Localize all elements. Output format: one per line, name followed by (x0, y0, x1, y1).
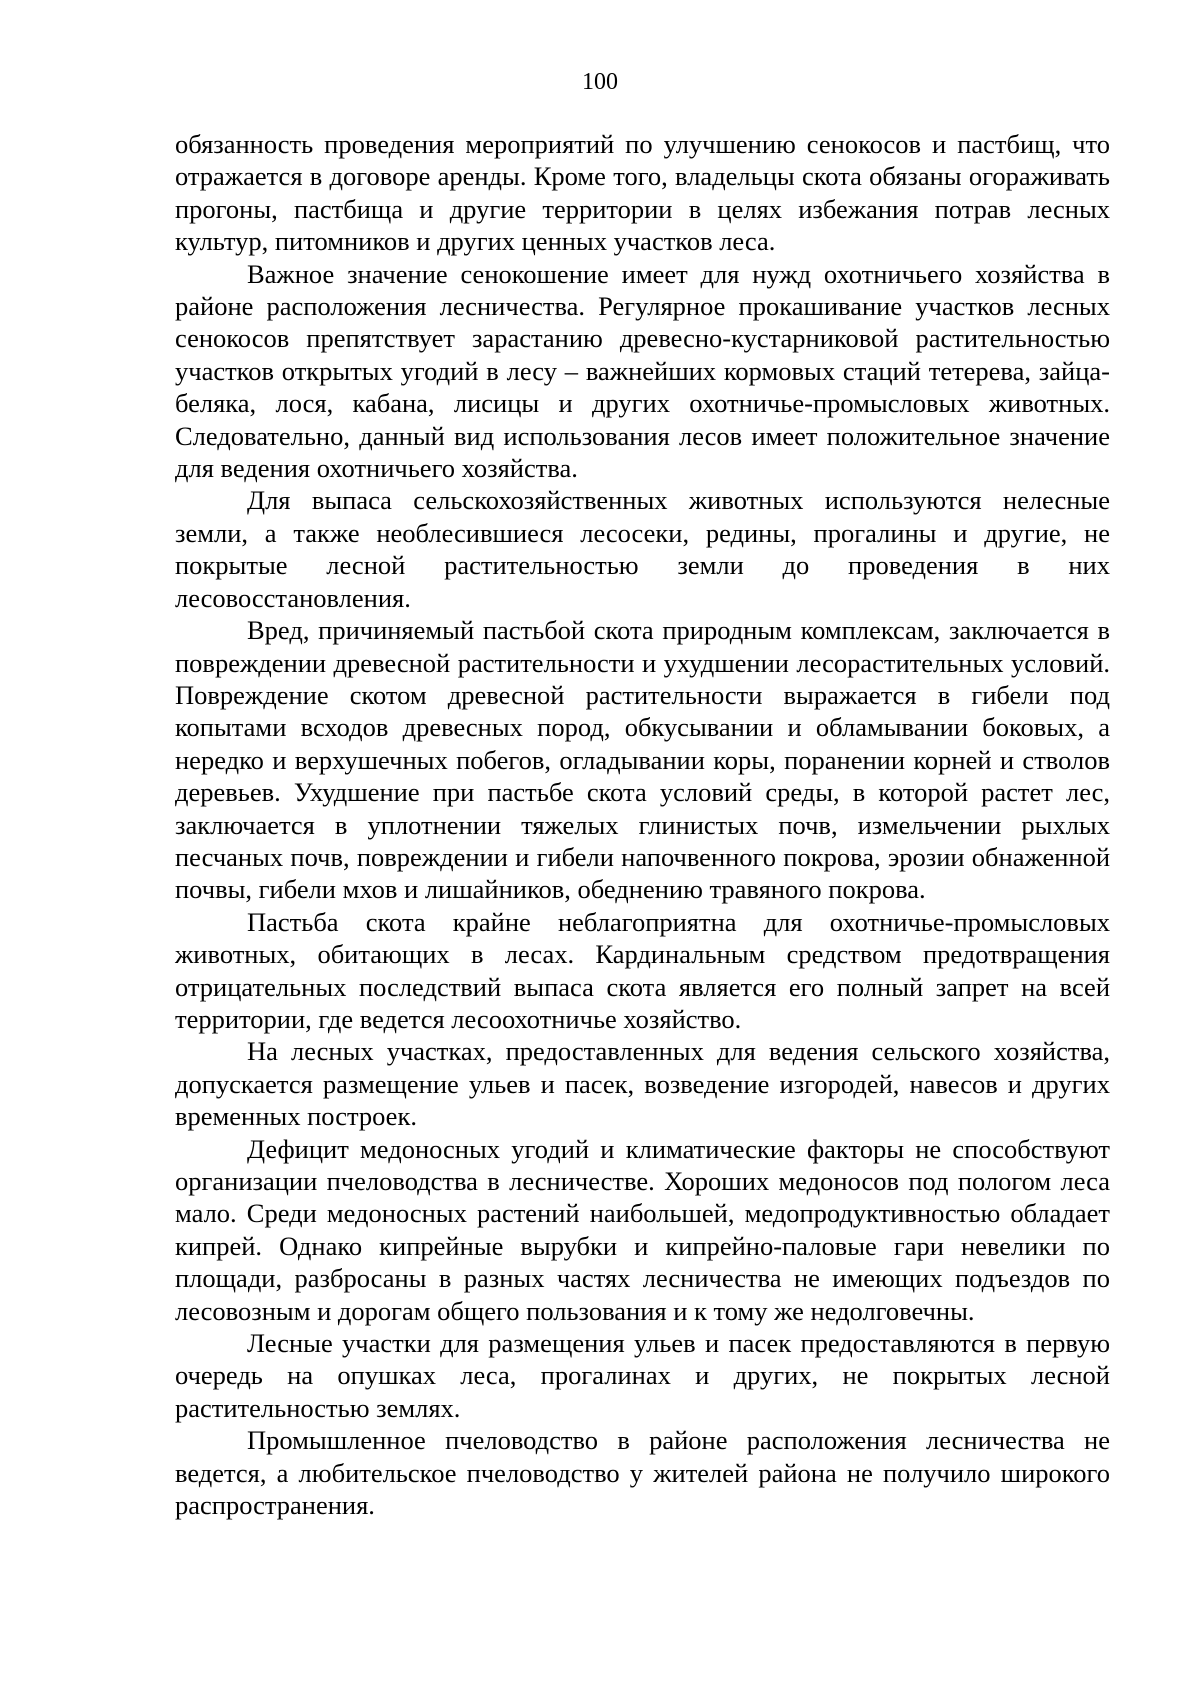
paragraph: Дефицит медоносных угодий и климатические факторы не способствуют организации пчеловодства в лесничестве. Хороших медоносов под пологом леса мало. Среди медоносных растений наибольшей, медопродуктивностью обладает кипрей. Однако кипрейные вырубки и кипрейно-паловые гари невелики по площади, разбросаны в разных частях лесничества не имеющих подъездов по лесовозным и дорогам общего пользования и к тому же недолговечны. (175, 1133, 1110, 1326)
paragraph: Промышленное пчеловодство в районе расположения лесничества не ведется, а любительское пчеловодство у жителей района не получило широкого распространения. (175, 1425, 1110, 1521)
paragraph: Лесные участки для размещения ульев и пасек предоставляются в первую очередь на опушках леса, прогалинах и других, не покрытых лесной растительностью землях. (175, 1328, 1110, 1423)
page-number: 100 (582, 69, 618, 95)
paragraph: обязанность проведения мероприятий по улучшению сенокосов и пастбищ, что отражается в договоре аренды. Кроме того, владельцы скота обязаны огораживать прогоны, пастбища и другие территории в целях избежания потрав лесных культур, питомников и других ценных участков леса. (175, 129, 1110, 257)
document-body (175, 128, 1110, 1521)
paragraph: На лесных участках, предоставленных для ведения сельского хозяйства, допускается размещение ульев и пасек, возведение изгородей, навесов и других временных построек. (175, 1036, 1110, 1132)
paragraph: Важное значение сенокошение имеет для нужд охотничьего хозяйства в районе расположения лесничества. Регулярное прокашивание участков лесных сенокосов препятствует зарастанию древесно-кустарниковой растительностью участков открытых угодий в лесу – важнейших кормовых стаций тетерева, зайца-беляка, лося, кабана, лисицы и других охотничье-промысловых животных. Следовательно, данный вид использования лесов имеет положительное значение для ведения охотничьего хозяйства. (175, 258, 1110, 484)
paragraph: Пастьба скота крайне неблагоприятна для охотничье-промысловых животных, обитающих в лесах. Кардинальным средством предотвращения отрицательных последствий выпаса скота является его полный запрет на всей территории, где ведется лесоохотничье хозяйство. (175, 906, 1110, 1034)
paragraph: Вред, причиняемый пастьбой скота природным комплексам, заключается в повреждении древесной растительности и ухудшении лесорастительных условий. Повреждение скотом древесной растительности выражается в гибели под копытами всходов древесных пород, обкусывании и обламывании боковых, а нередко и верхушечных побегов, огладывании коры, поранении корней и стволов деревьев. Ухудшение при пастьбе скота условий среды, в которой растет лес, заключается в уплотнении тяжелых глинистых почв, измельчении рыхлых песчаных почв, повреждении и гибели напочвенного покрова, эрозии обнаженной почвы, гибели мхов и лишайников, обеднению травяного покрова. (175, 615, 1110, 905)
paragraph: Для выпаса сельскохозяйственных животных используются нелесные земли, а также необлесившиеся лесосеки, редины, прогалины и другие, не покрытые лесной растительностью земли до проведения в них лесовосстановления. (175, 485, 1110, 613)
